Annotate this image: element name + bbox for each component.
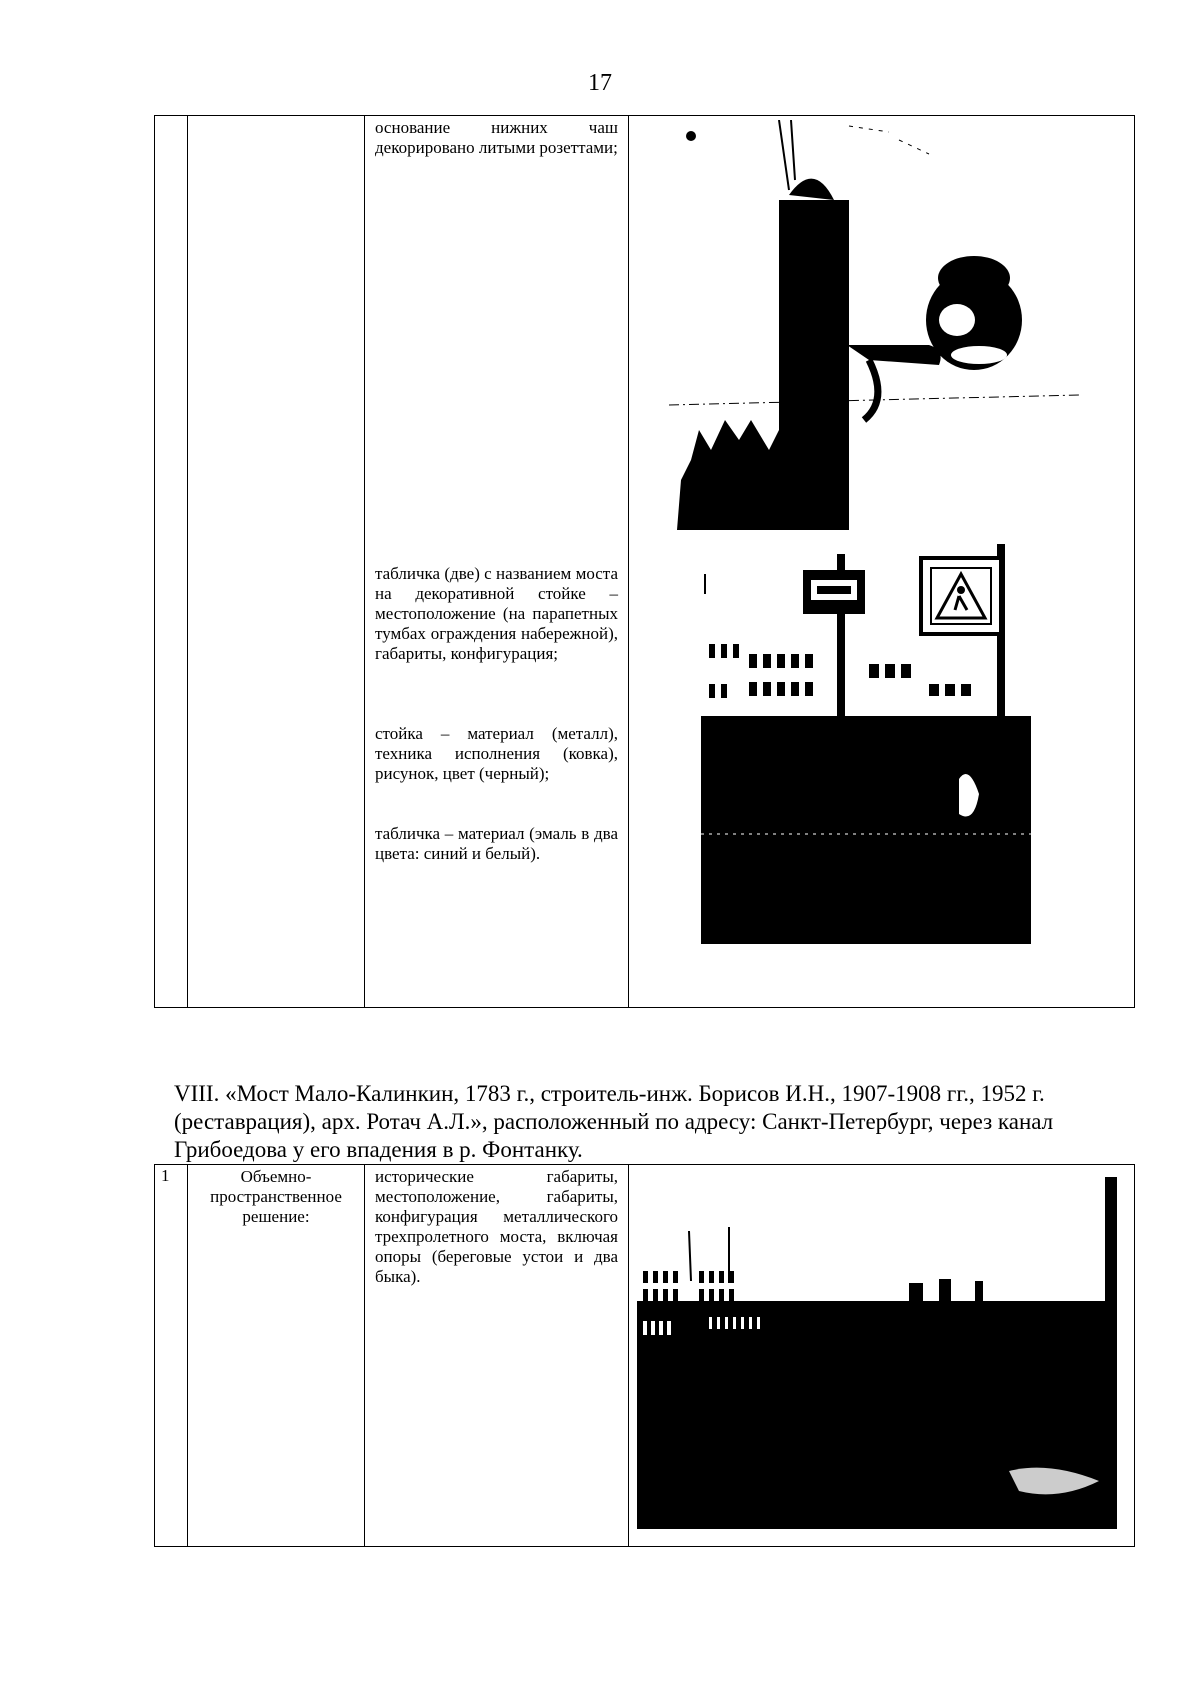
name-cell xyxy=(188,1165,365,1547)
protected-items-table xyxy=(154,1164,1135,1547)
row-number: 1 xyxy=(161,1166,170,1185)
protected-items-table-continued xyxy=(154,115,1135,1008)
description-text: табличка – материал (эмаль в два цвета: синий и белый). xyxy=(375,824,618,863)
description-text: основание нижних чаш декорировано литыми розеттами; xyxy=(375,118,618,157)
description-cell xyxy=(365,116,629,1008)
number-cell xyxy=(155,1165,188,1547)
street-lamp-photo xyxy=(629,120,1135,540)
photo-cell xyxy=(629,1165,1135,1547)
description-text: исторические габариты, местоположение, габариты, конфигурация металлического трехпролетного моста, включая опоры (береговые устои и два быка). xyxy=(375,1167,618,1286)
description-cell xyxy=(365,1165,629,1547)
photo-cell xyxy=(629,116,1135,1008)
element-name: Объемно-пространственное решение: xyxy=(210,1167,342,1226)
number-cell xyxy=(155,116,188,1008)
page-number: 17 xyxy=(588,70,612,96)
name-cell xyxy=(188,116,365,1008)
section-heading: VIII. «Мост Мало-Калинкин, 1783 г., строитель-инж. Борисов И.Н., 1907-1908 гг., 1952 г. (реставрация), арх. Ротач А.Л.», расположенный по адресу: Санкт-Петербург, через канал Грибоедова у его впадения в р. Фонтанку. xyxy=(174,1081,1054,1162)
description-text: табличка (две) с названием моста на декоративной стойке – местоположение (на парапетных тумбах ограждения набережной), габариты, конфигурация; xyxy=(375,564,618,663)
bridge-photo xyxy=(629,1171,1135,1541)
bridge-sign-photo xyxy=(629,534,1135,954)
description-text: стойка – материал (металл), техника исполнения (ковка), рисунок, цвет (черный); xyxy=(375,724,618,783)
